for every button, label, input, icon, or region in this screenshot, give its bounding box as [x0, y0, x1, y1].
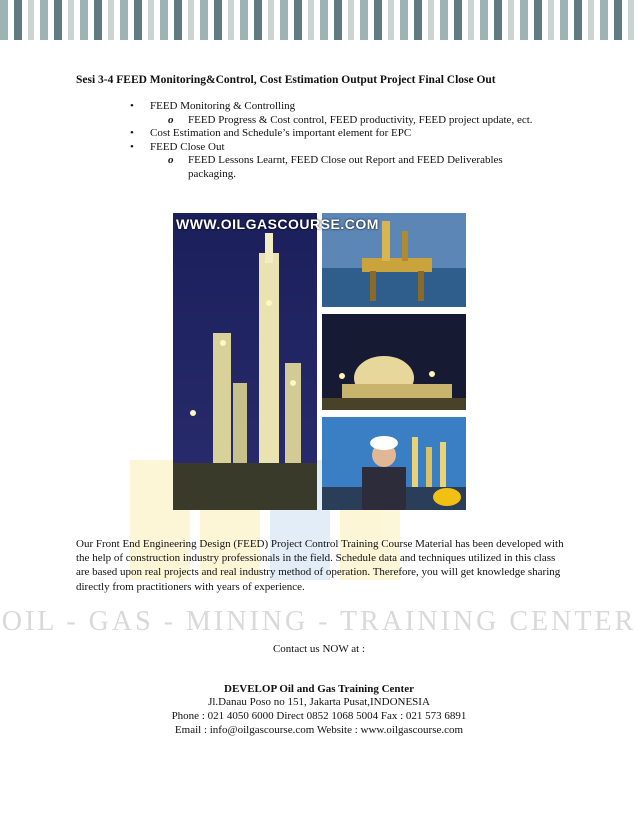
list-item-label: Cost Estimation and Schedule’s important element for EPC	[150, 127, 412, 139]
photo-collage	[173, 213, 466, 510]
list-item	[130, 100, 550, 127]
email-website: Email : info@oilgascourse.com Website : www.oilgascourse.com	[174, 724, 464, 736]
organization-name: DEVELOP Oil and Gas Training Center	[224, 683, 414, 695]
storage-tank-night-photo	[322, 314, 466, 410]
organization-address: Jl.Danau Poso no 151, Jakarta Pusat,INDONESIA	[208, 696, 430, 708]
contact-prompt: Contact us NOW at :	[272, 643, 366, 655]
list-item	[130, 127, 550, 141]
list-item-label: FEED Close Out	[150, 140, 225, 153]
decorative-header-stripes	[0, 0, 638, 40]
sub-list-item: o FEED Lessons Learnt, FEED Close out Report and FEED Deliverables packaging.	[168, 154, 550, 181]
sub-list	[150, 154, 550, 181]
refinery-night-photo	[173, 213, 379, 510]
sub-list-item: o FEED Progress & Cost control, FEED productivity, FEED project update, ect.	[168, 114, 550, 128]
phone-numbers: Phone : 021 4050 6000 Direct 0852 1068 5004 Fax : 021 573 6891	[171, 710, 467, 722]
list-item	[130, 141, 550, 182]
engineer-photo	[322, 417, 466, 510]
section-heading: Sesi 3-4 FEED Monitoring&Control, Cost Estimation Output Project Final Close Out	[76, 74, 496, 86]
topic-list	[130, 100, 550, 181]
list-item-label: FEED Monitoring & Controlling	[150, 100, 296, 112]
website-banner: WWW.OILGASCOURSE.COM	[176, 216, 379, 232]
watermark-tagline: OIL - GAS - MINING - TRAINING CENTER	[1, 606, 637, 637]
course-description: Our Front End Engineering Design (FEED) Project Control Training Course Material has been developed with the help of construction industry professionals in the field. Schedule data and techniques utilized in this class are based upon real projects and real industry method of operation. Therefore, you will get knowledge sharing directly from practitioners with years of experience.	[76, 538, 564, 593]
sub-list	[150, 114, 550, 128]
